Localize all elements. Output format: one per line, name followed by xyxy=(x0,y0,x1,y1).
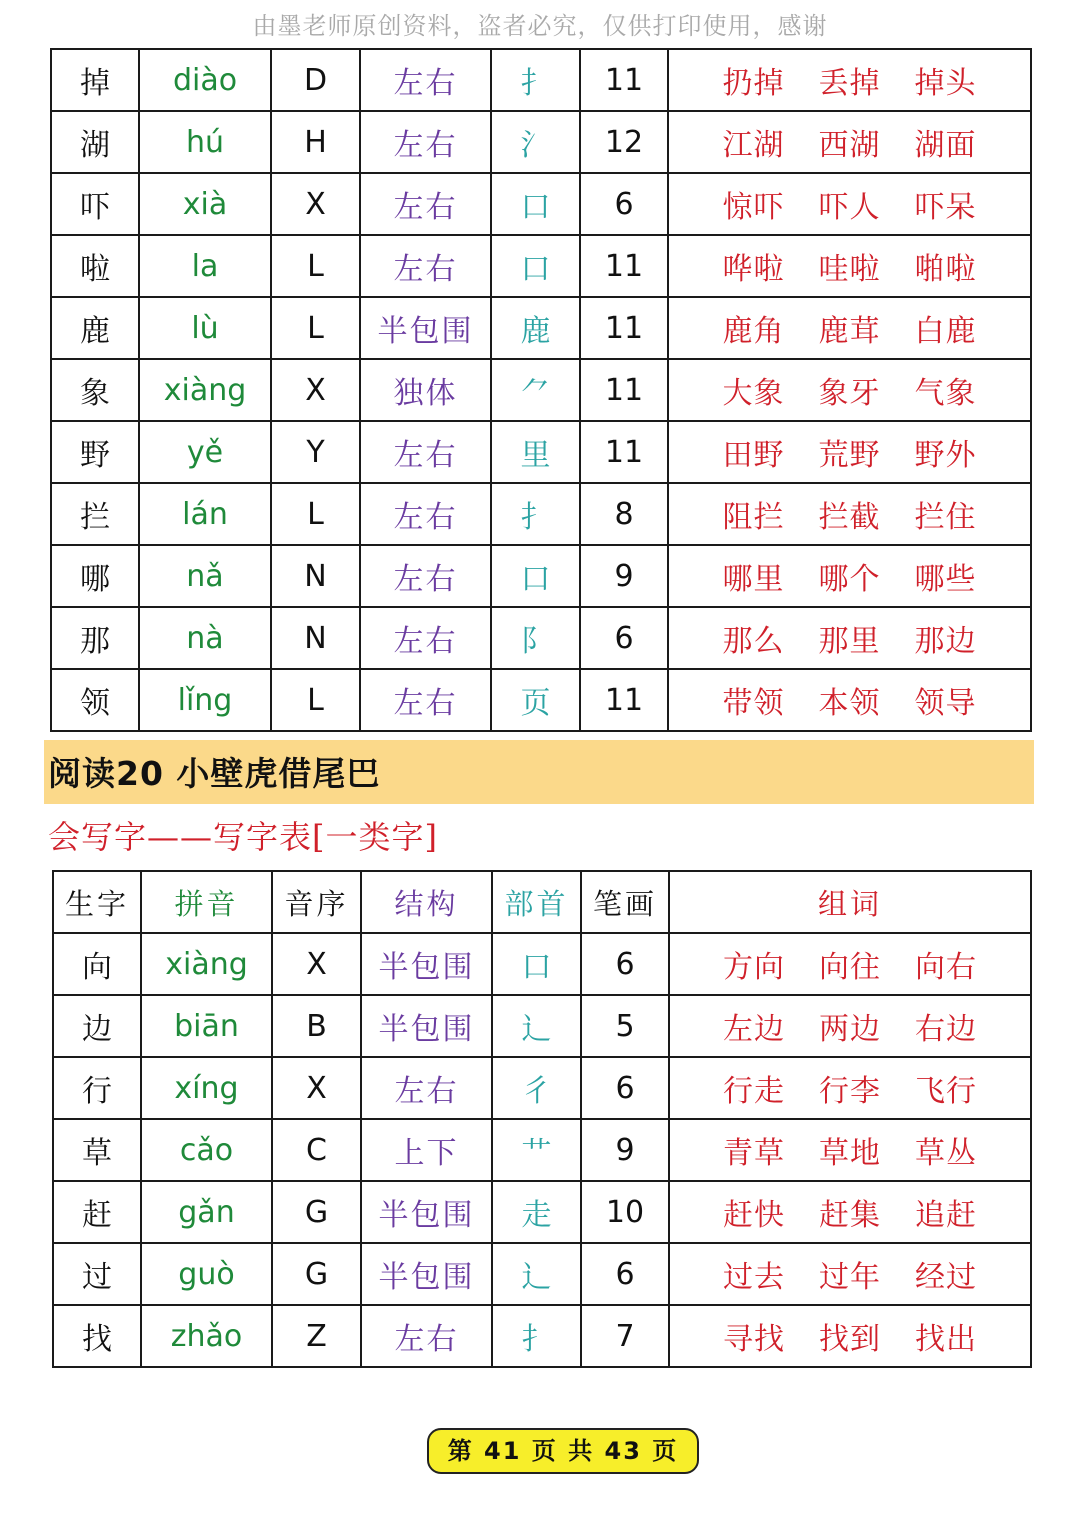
structure-cell: 左右 xyxy=(361,1057,492,1119)
word-item: 象牙 xyxy=(818,376,881,411)
pinyin-cell: guò xyxy=(141,1243,272,1305)
table-row xyxy=(53,1119,1031,1181)
structure-cell: 左右 xyxy=(360,173,491,235)
radical-cell: 口 xyxy=(491,235,580,297)
char-cell: 吓 xyxy=(51,173,139,235)
strokes-cell: 7 xyxy=(581,1305,669,1367)
word-item: 本领 xyxy=(818,686,881,721)
header-pinyin: 拼音 xyxy=(141,871,272,933)
section-title: 阅读20 小壁虎借尾巴 xyxy=(48,754,381,793)
pinyin-cell: cǎo xyxy=(141,1119,272,1181)
word-item: 追赶 xyxy=(915,1198,977,1233)
structure-cell: 左右 xyxy=(360,483,491,545)
words-cell xyxy=(668,669,1031,731)
word-item: 大象 xyxy=(722,376,785,411)
char-cell: 哪 xyxy=(51,545,139,607)
structure-cell: 半包围 xyxy=(361,933,492,995)
words-cell xyxy=(668,545,1031,607)
word-item: 哗啦 xyxy=(722,252,785,287)
order-cell: D xyxy=(271,49,360,111)
header-words: 组词 xyxy=(669,871,1031,933)
word-item: 经过 xyxy=(915,1260,977,1295)
word-item: 方向 xyxy=(723,950,785,985)
table-row xyxy=(51,421,1031,483)
table-row xyxy=(51,359,1031,421)
structure-cell: 半包围 xyxy=(361,1243,492,1305)
order-cell: X xyxy=(272,1057,361,1119)
word-item: 掉头 xyxy=(914,66,977,101)
strokes-cell: 11 xyxy=(580,235,668,297)
pinyin-cell: xià xyxy=(139,173,271,235)
char-cell: 湖 xyxy=(51,111,139,173)
word-item: 江湖 xyxy=(722,128,785,163)
strokes-cell: 11 xyxy=(580,49,668,111)
order-cell: G xyxy=(272,1243,361,1305)
word-item: 扔掉 xyxy=(722,66,785,101)
pinyin-cell: xiàng xyxy=(139,359,271,421)
strokes-cell: 10 xyxy=(581,1181,669,1243)
order-cell: Y xyxy=(271,421,360,483)
char-cell: 野 xyxy=(51,421,139,483)
structure-cell: 半包围 xyxy=(360,297,491,359)
structure-cell: 左右 xyxy=(360,545,491,607)
structure-cell: 半包围 xyxy=(361,1181,492,1243)
words-cell xyxy=(669,1057,1031,1119)
word-item: 过年 xyxy=(819,1260,881,1295)
radical-cell: 鹿 xyxy=(491,297,580,359)
words-cell xyxy=(668,607,1031,669)
word-item: 飞行 xyxy=(915,1074,977,1109)
char-cell: 领 xyxy=(51,669,139,731)
word-item: 向右 xyxy=(915,950,977,985)
strokes-cell: 11 xyxy=(580,421,668,483)
table-row xyxy=(53,1305,1031,1367)
strokes-cell: 8 xyxy=(580,483,668,545)
strokes-cell: 6 xyxy=(580,173,668,235)
word-item: 找出 xyxy=(915,1322,977,1357)
word-item: 丢掉 xyxy=(818,66,881,101)
word-item: 吓人 xyxy=(818,190,881,225)
radical-cell: 走 xyxy=(492,1181,581,1243)
words-cell xyxy=(668,421,1031,483)
radical-cell: 口 xyxy=(491,173,580,235)
pinyin-cell: nà xyxy=(139,607,271,669)
radical-cell: 氵 xyxy=(491,111,580,173)
strokes-cell: 5 xyxy=(581,995,669,1057)
word-item: 西湖 xyxy=(818,128,881,163)
pinyin-cell: xíng xyxy=(141,1057,272,1119)
order-cell: N xyxy=(271,545,360,607)
word-item: 吓呆 xyxy=(914,190,977,225)
word-item: 哪些 xyxy=(914,562,977,597)
char-cell: 找 xyxy=(53,1305,141,1367)
structure-cell: 上下 xyxy=(361,1119,492,1181)
radical-cell: 艹 xyxy=(492,1119,581,1181)
strokes-cell: 11 xyxy=(580,669,668,731)
word-item: 荒野 xyxy=(818,438,881,473)
word-item: 寻找 xyxy=(723,1322,785,1357)
order-cell: Z xyxy=(272,1305,361,1367)
order-cell: G xyxy=(272,1181,361,1243)
table-row xyxy=(51,607,1031,669)
word-item: 带领 xyxy=(722,686,785,721)
strokes-cell: 6 xyxy=(581,1057,669,1119)
words-cell xyxy=(668,49,1031,111)
words-cell xyxy=(669,1181,1031,1243)
strokes-cell: 9 xyxy=(581,1119,669,1181)
word-item: 野外 xyxy=(914,438,977,473)
word-item: 行走 xyxy=(723,1074,785,1109)
character-table-1 xyxy=(50,48,1032,732)
table-row xyxy=(51,297,1031,359)
radical-cell: 辶 xyxy=(492,1243,581,1305)
word-item: 阻拦 xyxy=(722,500,785,535)
word-item: 气象 xyxy=(914,376,977,411)
words-cell xyxy=(669,1119,1031,1181)
word-item: 赶集 xyxy=(819,1198,881,1233)
structure-cell: 半包围 xyxy=(361,995,492,1057)
watermark-text: 由墨老师原创资料，盗者必究，仅供打印使用，感谢 xyxy=(252,12,828,40)
radical-cell: 页 xyxy=(491,669,580,731)
structure-cell: 左右 xyxy=(360,49,491,111)
word-item: 青草 xyxy=(723,1136,785,1171)
word-item: 那么 xyxy=(722,624,785,659)
words-cell xyxy=(669,1305,1031,1367)
word-item: 领导 xyxy=(914,686,977,721)
order-cell: L xyxy=(271,669,360,731)
char-cell: 啦 xyxy=(51,235,139,297)
pinyin-cell: diào xyxy=(139,49,271,111)
word-item: 鹿角 xyxy=(722,314,785,349)
table-row xyxy=(51,545,1031,607)
structure-cell: 左右 xyxy=(361,1305,492,1367)
pinyin-cell: lǐng xyxy=(139,669,271,731)
radical-cell: 扌 xyxy=(491,49,580,111)
word-item: 田野 xyxy=(722,438,785,473)
word-item: 湖面 xyxy=(914,128,977,163)
char-cell: 草 xyxy=(53,1119,141,1181)
word-item: 哪个 xyxy=(818,562,881,597)
word-item: 赶快 xyxy=(723,1198,785,1233)
word-item: 啪啦 xyxy=(914,252,977,287)
order-cell: X xyxy=(271,173,360,235)
header-strokes: 笔画 xyxy=(581,871,669,933)
order-cell: L xyxy=(271,235,360,297)
char-cell: 边 xyxy=(53,995,141,1057)
structure-cell: 左右 xyxy=(360,669,491,731)
word-item: 过去 xyxy=(723,1260,785,1295)
words-cell xyxy=(668,359,1031,421)
strokes-cell: 12 xyxy=(580,111,668,173)
order-cell: H xyxy=(271,111,360,173)
pinyin-cell: lù xyxy=(139,297,271,359)
radical-cell: 扌 xyxy=(492,1305,581,1367)
word-item: 向往 xyxy=(819,950,881,985)
radical-cell: 扌 xyxy=(491,483,580,545)
order-cell: L xyxy=(271,483,360,545)
radical-cell: 口 xyxy=(492,933,581,995)
structure-cell: 左右 xyxy=(360,421,491,483)
table-row xyxy=(53,933,1031,995)
char-cell: 掉 xyxy=(51,49,139,111)
strokes-cell: 6 xyxy=(581,1243,669,1305)
word-item: 那里 xyxy=(818,624,881,659)
word-item: 那边 xyxy=(914,624,977,659)
table-row xyxy=(51,49,1031,111)
order-cell: C xyxy=(272,1119,361,1181)
word-item: 两边 xyxy=(819,1012,881,1047)
radical-cell: 里 xyxy=(491,421,580,483)
char-cell: 过 xyxy=(53,1243,141,1305)
pinyin-cell: nǎ xyxy=(139,545,271,607)
words-cell xyxy=(668,235,1031,297)
char-cell: 那 xyxy=(51,607,139,669)
pinyin-cell: yě xyxy=(139,421,271,483)
table-row xyxy=(53,1243,1031,1305)
table-row xyxy=(53,1057,1031,1119)
section-subtitle: 会写字——写字表[一类字] xyxy=(48,818,438,856)
order-cell: B xyxy=(272,995,361,1057)
table-row xyxy=(51,111,1031,173)
word-item: 行李 xyxy=(819,1074,881,1109)
table-row xyxy=(53,1181,1031,1243)
word-item: 鹿茸 xyxy=(818,314,881,349)
char-cell: 拦 xyxy=(51,483,139,545)
word-item: 惊吓 xyxy=(722,190,785,225)
character-table-2 xyxy=(52,870,1032,1368)
word-item: 白鹿 xyxy=(914,314,977,349)
char-cell: 象 xyxy=(51,359,139,421)
order-cell: N xyxy=(271,607,360,669)
order-cell: X xyxy=(272,933,361,995)
structure-cell: 左右 xyxy=(360,111,491,173)
pinyin-cell: gǎn xyxy=(141,1181,272,1243)
char-cell: 向 xyxy=(53,933,141,995)
structure-cell: 独体 xyxy=(360,359,491,421)
word-item: 草地 xyxy=(819,1136,881,1171)
word-item: 草丛 xyxy=(915,1136,977,1171)
char-cell: 鹿 xyxy=(51,297,139,359)
strokes-cell: 6 xyxy=(581,933,669,995)
pinyin-cell: biān xyxy=(141,995,272,1057)
table-row xyxy=(51,235,1031,297)
pinyin-cell: lán xyxy=(139,483,271,545)
strokes-cell: 9 xyxy=(580,545,668,607)
table-header-row xyxy=(53,871,1031,933)
table-row xyxy=(51,173,1031,235)
words-cell xyxy=(668,483,1031,545)
structure-cell: 左右 xyxy=(360,607,491,669)
words-cell xyxy=(669,995,1031,1057)
pinyin-cell: xiàng xyxy=(141,933,272,995)
words-cell xyxy=(669,1243,1031,1305)
header-radical: 部首 xyxy=(492,871,581,933)
word-item: 哪里 xyxy=(722,562,785,597)
header-structure: 结构 xyxy=(361,871,492,933)
words-cell xyxy=(668,297,1031,359)
word-item: 右边 xyxy=(915,1012,977,1047)
radical-cell: 彳 xyxy=(492,1057,581,1119)
words-cell xyxy=(668,111,1031,173)
words-cell xyxy=(668,173,1031,235)
strokes-cell: 11 xyxy=(580,297,668,359)
pinyin-cell: hú xyxy=(139,111,271,173)
table-row xyxy=(51,483,1031,545)
header-order: 音序 xyxy=(272,871,361,933)
word-item: 左边 xyxy=(723,1012,785,1047)
char-cell: 赶 xyxy=(53,1181,141,1243)
order-cell: X xyxy=(271,359,360,421)
header-char: 生字 xyxy=(53,871,141,933)
table-row xyxy=(53,995,1031,1057)
structure-cell: 左右 xyxy=(360,235,491,297)
char-cell: 行 xyxy=(53,1057,141,1119)
page-indicator-reflection xyxy=(427,1474,699,1498)
pinyin-cell: la xyxy=(139,235,271,297)
radical-cell: 阝 xyxy=(491,607,580,669)
order-cell: L xyxy=(271,297,360,359)
word-item: 找到 xyxy=(819,1322,881,1357)
word-item: 拦住 xyxy=(914,500,977,535)
word-item: 拦截 xyxy=(818,500,881,535)
words-cell xyxy=(669,933,1031,995)
radical-cell: ⺈ xyxy=(491,359,580,421)
table-row xyxy=(51,669,1031,731)
strokes-cell: 6 xyxy=(580,607,668,669)
radical-cell: 口 xyxy=(491,545,580,607)
page-indicator: 第 41 页 共 43 页 xyxy=(427,1428,699,1474)
word-item: 哇啦 xyxy=(818,252,881,287)
pinyin-cell: zhǎo xyxy=(141,1305,272,1367)
radical-cell: 辶 xyxy=(492,995,581,1057)
strokes-cell: 11 xyxy=(580,359,668,421)
